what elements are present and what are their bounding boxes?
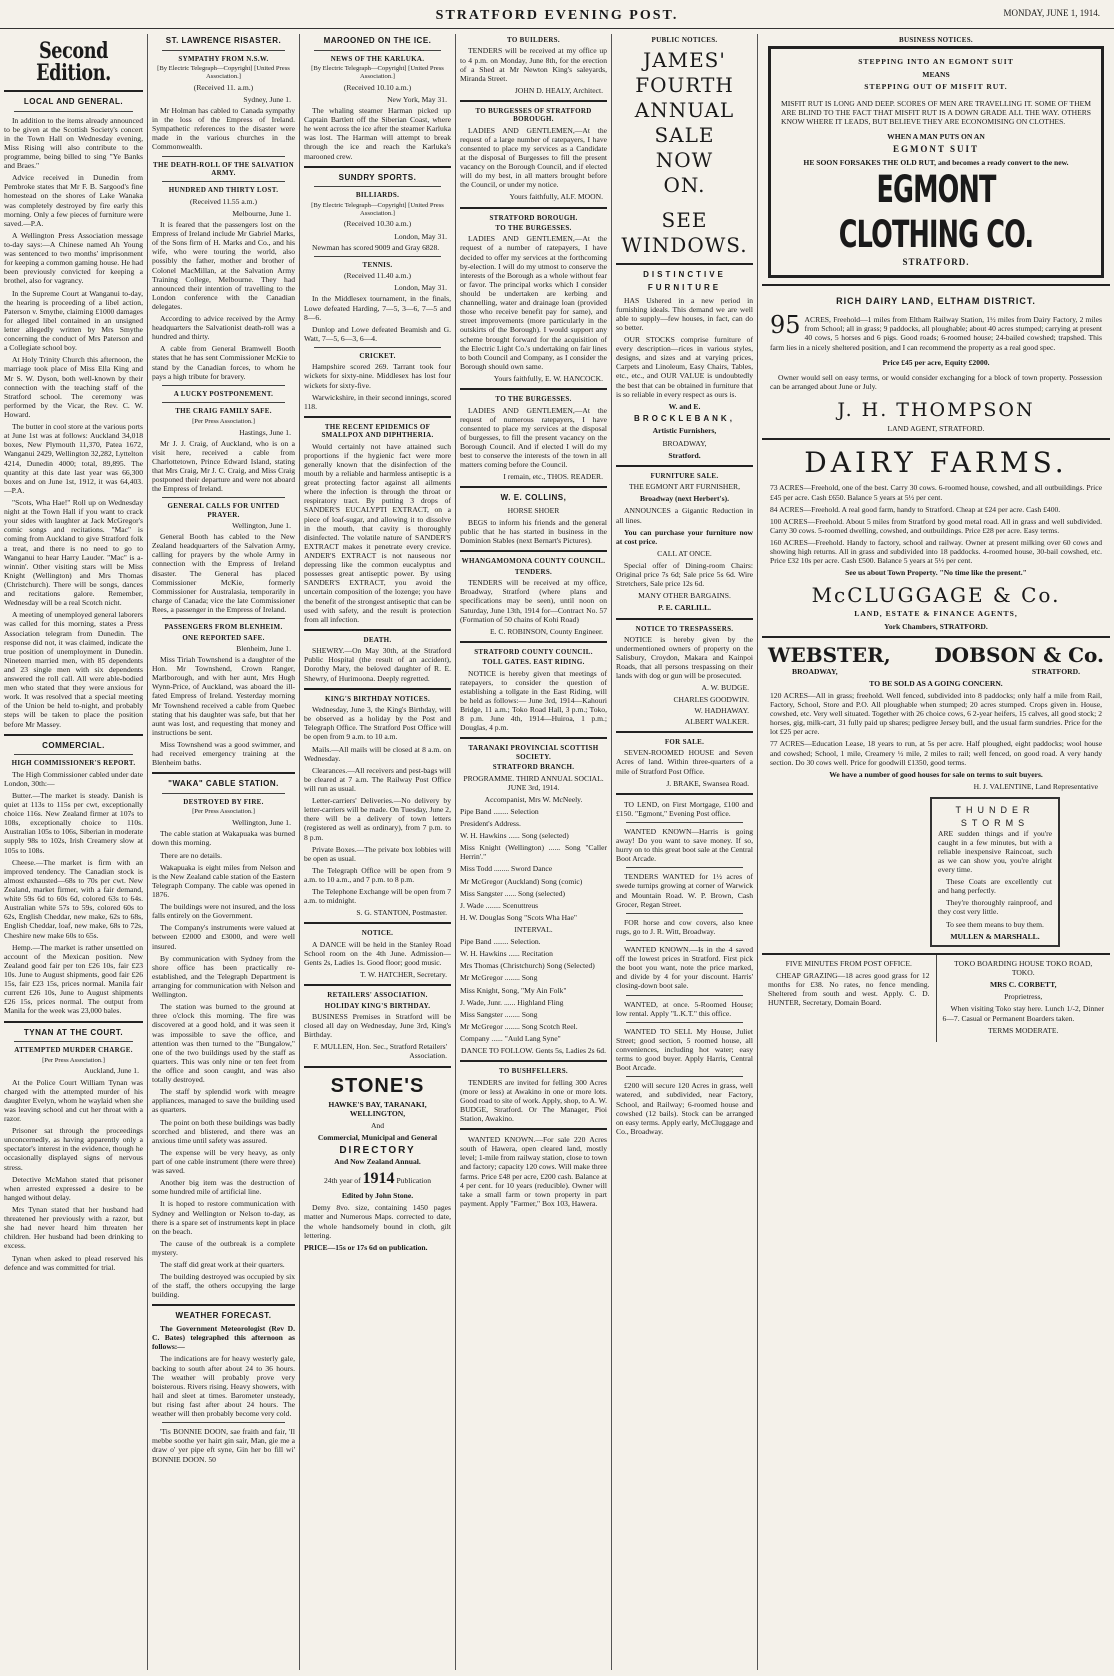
egmont-forsakes: HE SOON FORSAKES THE OLD RUT, and becomes a ready convert to the new. (803, 157, 1069, 167)
grazing-para: CHEAP GRAZING—18 acres good grass for 12 months for £38. No rates, no fence mending. Sheltered from south and west. Apply. C. D. HUNTER, Secretary, Domain Board. (768, 971, 930, 1008)
waka-para: There are no details. (160, 850, 222, 860)
county-subheading: TOLL GATES. EAST RIDING. (482, 658, 585, 667)
thunder-storms-ad (930, 797, 1060, 947)
scottish-branch: STRATFORD BRANCH. (492, 763, 575, 772)
sympathy-dateline: Sydney, June 1. (243, 94, 291, 104)
borough-heading: STRATFORD BOROUGH. (489, 213, 578, 222)
programme-item: Mr McGregor (Auckland) Song (comic) (460, 876, 583, 886)
farm-listing: 160 ACRES—Freehold. Handy to factory, school and railway. Owner at present milking over 60 cows and showing high returns. All in grass and subdivided into 18 paddocks. 4-roomed house, 30-bail cowshed, etc. Price £32 10s per acre. Cash £500. Balance 5 years at 5½ per cent. (770, 538, 1102, 566)
brocklebank-name: BROCKLEBANK, (634, 413, 735, 423)
trespasser-name: W. HADHAWAY. (694, 705, 749, 715)
weather-para: The indications are for heavy westerly gale, backing to south after about 24 to 36 hours. The weather will probably prove very boisterous. Rivers rising. Heavy showers, with hail and sleet at times. Barometer unsteady, but rising fast after about 24 hours. The weather will then probably become very cold. (152, 1354, 295, 1419)
webster-sub-row (762, 667, 1110, 676)
tennis-para: Dunlop and Lowe defeated Beamish and G. Watt, 7—5, 6—3, 6—4. (304, 324, 451, 343)
karluka-received: (Received 10.10 a.m.) (343, 82, 412, 92)
local-para: "Scots, Wha Hae!" Roll up on Wednesday night at the Town Hall if you want to crack your sides with laughter at Jack McGregor's comic songs and recitations. "Mac" is coming from Auckland to give Stratford folk a treat, and there is no need to go to Wanganui to hear Harry Lauder. "Mac" is a-winnin'. Other visiting stars will be Miss Knight (Wellington) and Mrs Thomas (Christchurch). There will be songs, dances and recitations galore. Remember, Wednesday will be a real Scotch nicht. (4, 497, 143, 608)
collins-para: BEGS to inform his friends and the general public that he has started in business in the Dominion Stables (next Bernart's Pictures). (460, 518, 607, 546)
notice-signature: T. W. HATCHER, Secretary. (360, 970, 447, 980)
tynan-para: Detective McMahon stated that prisoner when arrested expressed a desire to be hanged without delay. (4, 1174, 143, 1202)
hc-para: Hemp.—The market is rather unsettled on account of the Mexican position. New Zealand good fair per ton £26 10s, fair £23 10s. June to August shipments, good fair £26 15s, fair £23 15s, prices normal. Manila fair current £26 10s, June to August shipments £26 15s, prices normal. The output from Manila for the week was 23,000 bales. (4, 942, 143, 1016)
wanted-known-para: WANTED KNOWN.—For sale 220 Acres south of Hawera, open cleared land, mostly level; 1-mile from railway station, close to town and factory; capacity 120 cows. Will make three farms. Price £48 per acre, £200 cash. Balance at 4 per cent. for 10 years (reducible). Owner will take a small farm or town property in part payment. Apply "Farmer," Box 103, Hawera. (460, 1135, 607, 1208)
toko-notice (937, 955, 1111, 1042)
bushfellers-para: TENDERS are invited for felling 300 Acres (more or less) at Awakino in one or more lots. Good road to site of work. Apply, shop, to A. W. BUDGE, Stratford. Or The Manager, Pioi Station, Awakino. (460, 1077, 607, 1124)
programme-item: President's Address. (460, 819, 521, 829)
karluka-source: [By Electric Telegraph—Copyright] [United Press Association.] (311, 64, 444, 80)
stones-desc: Demy 8vo. size, containing 1450 pages matter and Numerous Maps. corrected to date, the whole handsomely bound in cloth, gilt lettering. (304, 1203, 451, 1240)
collins-subheading: HORSE SHOER (507, 505, 560, 515)
retailers-heading: RETAILERS' ASSOCIATION. (327, 991, 428, 1000)
programme-item: Mr McGregor ........ Song (460, 973, 538, 983)
reader-heading: TO THE BURGESSES. (495, 395, 572, 404)
scottish-accompanist: Accompanist, Mrs W. McNeely. (484, 794, 583, 804)
retailers-para: BUSINESS Premises in Stratford will be closed all day on Wednesday, June 3rd, King's Birthday. (304, 1011, 451, 1040)
kb-para: Letter-carriers' Deliveries.—No delivery by letter-carriers will be made. On Tuesday, June 2, there will be a delivery of town letters (registered as well as ordinary), from 7 p.m. to 8 p.m. (304, 796, 451, 842)
blenheim-para: Miss Townshend was a good swimmer, and had received emergency training at the Blenheim baths. (152, 740, 295, 768)
programme-item: Pipe Band ........ Selection (460, 806, 539, 816)
egmont-para: MISFIT RUT IS LONG AND DEEP. SCORES OF MEN ARE TRAVELLING IT. SOME OF THEM ARE BLIND TO THE FACT THAT MISFIT RUT IS A DOWN GRADE ALL THE WAY. OTHERS KNOW WHERE IT LEADS, BUT BELIEVE THEY ARE ECONOMISING ON CLOTHES. (781, 98, 1091, 126)
column-5 (612, 34, 758, 1670)
egmont-line: STEPPING OUT OF MISFIT RUT. (864, 81, 1008, 91)
billiards-para: Newman has scored 9009 and Gray 6828. (312, 242, 440, 252)
going-concern: TO BE SOLD AS A GOING CONCERN. (869, 678, 1003, 688)
waka-para: The station was burned to the ground at three o'clock this morning. The fire was discovered at a good hold, and it was seen it was impossible to save the office, and attention was then turned to the "Bungalow," one of the two buildings used by the staff as quarters. This was only nine or ten feet from the office and soon caught, and was also totally destroyed. (152, 1002, 295, 1085)
toko-proprietress: Proprietress, (1004, 992, 1043, 1002)
egmont-ad (768, 46, 1104, 278)
stones-nz: And Now Zealand Annual. (334, 1156, 421, 1166)
whanga-subheading: TENDERS. (514, 567, 553, 576)
waka-para: The buildings were not insured, and the loss falls entirely on the Government. (152, 902, 295, 921)
james-line: ON. (663, 173, 706, 198)
five-minutes-heading: FIVE MINUTES FROM POST OFFICE. (785, 958, 912, 968)
karluka-dateline: New York, May 31. (387, 94, 447, 104)
thunder-signature: MULLEN & MARSHALL. (950, 931, 1040, 941)
calls-dateline: Wellington, June 1. (232, 521, 291, 531)
james-line: NOW (655, 148, 714, 173)
local-para: Advice received in Dunedin from Pembroke states that Mr F. B. Sargood's fine homestead on the shores of Lake Wanaka was completely destroyed by fire early this morning. Only a few pieces of furniture were saved.—P.A. (4, 173, 143, 228)
james-line: SALE (654, 123, 715, 148)
hc-para: The High Commissioner cabled under date London, 30th:— (4, 769, 143, 788)
waka-para: It is hoped to restore communication with Sydney and Wellington or Nelson to-day, as there is a spare set of instruments kept in place on the beach. (152, 1199, 295, 1236)
whanga-heading: WHANGAMOMONA COUNTY COUNCIL. (461, 557, 606, 566)
stocks-para: OUR STOCKS comprise furniture of every description—rices in various styles, designs, and sizes and at varying prices, Carpets and Linoleum, Easy Chairs, Tables, etc., etc., and OUR VALUE is undoubtedly the best that can be obtained in furniture that is so reliable in every respect as ours is. (616, 335, 753, 399)
cricket-heading: CRICKET. (359, 351, 396, 360)
programme-item: INTERVAL. (514, 925, 553, 934)
kb-para: The Telephone Exchange will be open from 7 a.m. to midnight. (304, 887, 451, 906)
cricket-para: Hampshire scored 269. Tarrant took four wickets for sixty-nine. Middlesex has lost four wickets for sixty-five. (304, 362, 451, 390)
furniture-sale-heading: FURNITURE SALE. (650, 471, 719, 480)
webster-listing: 77 ACRES—Education Lease, 18 years to run, at 5s per acre. Half ploughed, eight paddocks; wool house and cowshed; School, 1 mile, Creamery ½ mile, 2 miles to rail; well fenced, on good road. A very handy section. Do 30 cows well. Price for goodwill £1350, good terms. (770, 739, 1102, 767)
masthead-title: STRATFORD EVENING POST. (435, 8, 679, 23)
burgesses-heading: TO BURGESSES OF STRATFORD BOROUGH. (475, 106, 592, 124)
wanted-known-harris: WANTED KNOWN—Harris is going away! Do you want to save money. If so, hurry on to this great boot sale at the Central Boot Arcade. (616, 826, 753, 864)
waka-para: Wakapuaka is eight miles from Nelson and is the New Zealand cable station of the Eastern Telegraph Company. The cable was opened in 1876. (152, 862, 295, 899)
local-para: A Wellington Press Association message to-day says:—A Chinese named Ah Young was sentenced to two months' imprisonment for keeping a common gaming house. He had been previously convicted for keeping a brothel, also for vagrancy. (4, 230, 143, 286)
commercial-heading: COMMERCIAL. (42, 740, 105, 750)
wanted-to-sell: WANTED TO SELL My House, Juliet Street; good section, 5 roomed house, all conveniences, including hot water; easy terms to good buyer. Apply Harris, Central Boot Arcade. (616, 1026, 753, 1073)
stones-commercial: Commercial, Municipal and General (317, 1132, 438, 1142)
programme-item: Mrs Thomas (Christchurch) Song (Selected) (460, 961, 595, 971)
farm-listing: 100 ACRES—Freehold. About 5 miles from Stratford by good metal road. All in grass and well subdivided. Carry 30 cows. 5-roomed dwelling, cowshed, and outbuildings. Price £28 per acre. Easy terms. (770, 516, 1102, 535)
programme-item: Miss Todd ........ Sword Dance (460, 864, 553, 874)
waka-heading: "WAKA" CABLE STATION. (168, 779, 279, 789)
storms-heading: STORMS (960, 817, 1030, 828)
stones-title: STONE'S (330, 1074, 425, 1097)
waka-para: The cause of the outbreak is a complete mystery. (152, 1238, 295, 1257)
salvation-dateline: Melbourne, June 1. (232, 208, 291, 218)
brocklebank-address: BROADWAY, (662, 438, 707, 448)
collins-heading: W. E. COLLINS, (500, 493, 567, 503)
death-heading: DEATH. (363, 635, 392, 644)
programme-item: Mr McGregor ........ Song Scotch Reel. (460, 1021, 578, 1031)
rich-dairy-price: Price £45 per acre, Equity £2000. (882, 357, 990, 367)
wanted-known-boots: WANTED KNOWN.—Is in the 4 saved off the lowest prices in Stratford. First pick the boot you want, note the price marked, and divide by 4 for your discount. Harris' closing-down boot sale. (616, 945, 753, 991)
toko-name: MRS C. CORBETT, (989, 980, 1057, 990)
stones-directory: DIRECTORY (339, 1144, 416, 1156)
waka-para: The point on both these buildings was badly scorched and blistered, and there was an anxious time until safety was assured. (152, 1117, 295, 1145)
tynan-para: Prisoner sat through the proceedings unconcernedly, as having apparently only a spectator's interest in the evidence, though he occasionally displayed signs of nervous stress. (4, 1126, 143, 1172)
craig-heading: THE CRAIG FAMILY SAFE. (175, 407, 272, 416)
mccluggage-address: York Chambers, STRATFORD. (884, 621, 988, 631)
salvation-received: (Received 11.55 a.m.) (190, 196, 257, 206)
see-line: WINDOWS. (621, 233, 748, 258)
toko-para: When visiting Toko stay here. Lunch 1/-2, Dinner 6—7. Casual or Permanent Boarders taken. (942, 1004, 1104, 1023)
programme-item: H. W. Douglas Song "Scots Wha Hae" (460, 912, 578, 922)
webster-sub-right: STRATFORD. (1031, 666, 1080, 676)
local-para: A meeting of unemployed general laborers was called for this morning, states a Press Association telegram from Dunedin. The response did not, it was claimed, indicate the true position of unemployment in Dunedin. Nineteen married men, with 85 dependents and 23 single men with six dependents answered the roll call. All were able-bodied men who stated that they were anxious for work. It was resolved that a special meeting of the Union be held to-night, and probably steps will be taken to place the position before Mr Massey. (4, 610, 143, 729)
whanga-signature: E. C. ROBINSON, County Engineer. (489, 626, 603, 636)
billiards-dateline: London, May 31. (394, 231, 447, 241)
webster-name: WEBSTER, (768, 642, 891, 667)
kb-para: Private Boxes.—The private box lobbies will be open as usual. (304, 844, 451, 863)
ushered-para: HAS Ushered in a new period in furnishing ideals. This demand we are well able to supply—few houses, in fact, can do so better. (616, 295, 753, 332)
stones-and: And (370, 1120, 385, 1130)
epidemics-heading: THE RECENT EPIDEMICS OF SMALLPOX AND DIPHTHERIA. (321, 422, 434, 440)
kb-para: The Telegraph Office will be open from 9 a.m. to 10 a.m., and 7 p.m. to 8 p.m. (304, 865, 451, 884)
column-2 (148, 34, 300, 1670)
craig-para: Mr J. J. Craig, of Auckland, who is on a visit here, received a cable from Charlottetown, Prince Edward Island, stating that Mrs Craig, Mr J. C. Craig, and Miss Craig postponed their departure and were not aboard the Empress of Ireland. (152, 438, 295, 494)
call-at-once: CALL AT ONCE. (657, 548, 712, 558)
kb-para: Wednesday, June 3, the King's Birthday, will be observed as a holiday by the Post and Telegraph Office. The Stratford Post Office will be open from 9 a.m. to 10 a.m. (304, 705, 451, 742)
stones-address: HAWKE'S BAY, TARANAKI, WELLINGTON, (328, 1099, 427, 1118)
borough-para: LADIES AND GENTLEMEN,—At the request of a number of ratepayers, I have decided to offer my services at the forthcoming by-election. I will do my utmost to conserve the interests of the Borough as a whole without fear or favor. The principal works which I consider should be undertaken are kerbing and channelling, water and drainage loan (provided those who receive benefit pay for same), and street improvements (more particularly in the outskirts of the Borough). I would support any scheme brought forward for the acquisition of the Electric Light Co.'s undertaking on fair lines to both Council and Company, as I consider the Borough should own same. (460, 234, 607, 371)
programme-item: J. Wade, Junr. ...... Highland Fling (460, 997, 564, 1007)
sympathy-received: (Received 11. a.m.) (193, 82, 254, 92)
tennis-received: (Received 11.40 a.m.) (344, 271, 411, 281)
rich-dairy-heading: RICH DAIRY LAND, ELTHAM DISTRICT. (836, 296, 1036, 307)
trespassers-heading: NOTICE TO TRESPASSERS. (635, 624, 734, 633)
reader-para: LADIES AND GENTLEMEN,—At the request of numerous ratepayers, I have consented to place my services at the disposal of burgesses, to fill the present vacancy on the Borough Council. And if elected I will do my best to conserve the interests of the town in all matters coming before the Council. (460, 405, 607, 470)
kb-para: Mails.—All mails will be closed at 8 a.m. on Wednesday. (304, 744, 451, 763)
local-para: At Holy Trinity Church this afternoon, the marriage took place of Miss Ella King and Mr S. W. Dyson, both well-known by their connection with the teaching staff of the Stratford school. The ceremony was performed by the Vicar, the Rev. C. W. Howard. (4, 355, 143, 419)
waka-para: The cable station at Wakapuaka was burned down this morning. (152, 829, 295, 848)
column-4 (456, 34, 612, 1670)
egmont-art-name: THE EGMONT ART FURNISHER, (628, 482, 741, 492)
programme-item: Pipe Band ........ Selection. (460, 937, 541, 947)
trespasser-name: ALBERT WALKER. (684, 716, 749, 726)
stones-price: PRICE—15s or 17s 6d on publication. (304, 1242, 428, 1252)
marooned-heading: MAROONED ON THE ICE. (323, 36, 432, 45)
rich-acres-number: 95 (770, 311, 801, 340)
sympathy-heading: SYMPATHY FROM N.S.W. (178, 54, 269, 63)
waka-para: By communication with Sydney from the shore office has been practically re-established, and the Telegraph Department is arranging for communication with Nelson and Wellington. (152, 953, 295, 1000)
tynan-source: [Per Press Association.] (42, 1056, 105, 1064)
notice-heading: NOTICE. (361, 929, 394, 938)
borough-subheading: TO THE BURGESSES. (495, 223, 572, 232)
james-line: JAMES' (643, 48, 726, 73)
scottish-programme: PROGRAMME. THIRD ANNUAL SOCIAL. JUNE 3rd, 1914. (463, 773, 604, 792)
trespasser-name: A. W. BUDGE. (701, 683, 749, 693)
programme-item: Miss Knight, Song, "My Ain Folk" (460, 985, 567, 995)
salvation-para: According to advice received by the Army headquarters the Salvationist death-roll was a hundred and thirty. (152, 314, 295, 342)
blenheim-heading: PASSENGERS FROM BLENHEIM. (164, 623, 283, 632)
brocklebank-sub: Artistic Furnishers, (652, 426, 717, 436)
programme-item: Miss Sangster ...... Song (selected) (460, 888, 566, 898)
wanted-house: WANTED, at once. 5-Roomed House; low rental. Apply "L.K.T." this office. (616, 999, 753, 1018)
james-line: FOURTH (635, 73, 734, 98)
tynan-heading: TYNAN AT THE COURT. (23, 1027, 124, 1037)
brocklebank-initials: W. and E. (668, 401, 701, 411)
programme-item: W. H. Hawkins ...... Song (selected) (460, 831, 569, 841)
burgesses-signature: Yours faithfully, ALF. MOON. (509, 192, 603, 202)
tynan-subheading: ATTEMPTED MURDER CHARGE. (14, 1046, 133, 1055)
craig-dateline: Hastings, June 1. (239, 427, 291, 437)
billiards-heading: BILLIARDS. (355, 191, 400, 200)
tynan-para: Mrs Tynan stated that her husband had threatened her previously with a razor, but she had never heard him threaten her children. Her husband had been drinking to excess. (4, 1204, 143, 1251)
lucky-heading: A LUCKY POSTPONEMENT. (173, 389, 274, 398)
waka-subheading: DESTROYED BY FIRE. (183, 797, 264, 806)
tennis-heading: TENNIS. (362, 260, 393, 269)
horse-covers: FOR horse and cow covers, also knee rugs, go to J. R. Witt, Broadway. (616, 917, 753, 936)
tynan-para: At the Police Court William Tynan was charged with the attempted murder of his daughter Evelyn, whom he waylaid when she was leaving school and cut her throat with a razor. (4, 1077, 143, 1123)
notice-para: A DANCE will be held in the Stanley Road School room on the 4th June. Admission—Gents 2s, Ladies 1s. Good floor; good music. (304, 939, 451, 967)
kb-para: Clearances.—All receivers and pest-bags will be cleared at 7 a.m. The Railway Post Office will run as usual. (304, 765, 451, 793)
farm-listing: 84 ACRES—Freehold. A real good farm, handy to Stratford. Cheap at £24 per acre. Cash £400. (770, 504, 1061, 514)
local-para: The butter in cool store at the various ports at June 1st was at follows: Auckland 34,018 boxes, New Plymouth 11,370, Patea 1672, Wanganui 2429, Wellington 32,282, Lyttelton 4214, Dunedin 4000; total, 89,895. The quantity at this date last year was 66,300 boxes and on June 1st, 1912, it was 64,403.—P.A. (4, 422, 143, 495)
lend-para: TO LEND, on First Mortgage, £100 and £150. "Egmont," Evening Post office. (616, 799, 753, 818)
local-heading: LOCAL AND GENERAL. (23, 97, 124, 106)
webster-more: We have a number of good houses for sale on terms to suit buyers. (829, 769, 1043, 779)
programme-item: Miss Knight (Wellington) ...... Song "Caller Herrin'." (460, 843, 607, 862)
distinctive-heading: DISTINCTIVE (643, 270, 726, 280)
local-para: In the Supreme Court at Wanganui to-day, the hearing is proceeding of a libel action, Paterson v. Smythe, claiming £1000 damages for alleged libel contained in an unsigned letter allegedly written by Mrs Smythe concerning the conduct of Mrs Paterson and a Collegiate school boy. (4, 288, 143, 353)
thunder-heading: THUNDER (955, 804, 1035, 815)
tynan-dateline: Auckland, June 1. (84, 1066, 139, 1076)
programme-item: Miss Sangster ........ Song (460, 1009, 538, 1019)
scottish-dance: DANCE TO FOLLOW. Gents 5s, Ladies 2s 6d. (461, 1046, 606, 1056)
column-1 (0, 34, 148, 1670)
cricket-para: Warwickshire, in their second innings, scored 118. (304, 392, 451, 411)
egmont-line: MEANS (922, 69, 950, 79)
billiards-received: (Received 10.30 a.m.) (343, 219, 412, 229)
rich-dairy-owner: Owner would sell on easy terms, or would consider exchanging for a block of town property. Possession can be arranged about June or July. (770, 372, 1102, 391)
toko-terms: TERMS MODERATE. (988, 1025, 1059, 1035)
furniture-sale-para: Special offer of Dining-room Chairs: Original price 7s 6d; Sale price 5s 6d. Wire Stretchers, Sale price 12s 6d. (616, 560, 753, 589)
for-sale-heading: FOR SALE. (664, 737, 705, 746)
retailers-signature: F. MULLEN, Hon. Sec., Stratford Retailers' Association. (313, 1042, 447, 1061)
james-sale-ad (616, 48, 753, 258)
egmont-when: WHEN A MAN PUTS ON AN (887, 132, 985, 142)
tennis-dateline: London, May 31. (394, 283, 447, 293)
egmont-art-address: Broadway (next Herbert's). (639, 494, 730, 504)
epidemics-para: Would certainly not have attained such proportions if the hygienic fact were more generally known that the disinfection of the mouth by a reliable and harmless antiseptic is a great protecting factor against all ailments where the infection is through the throat or respiratory tract. By putting 3 drops of SANDER'S EUCALYPTI EXTRACT, on a piece of loaf-sugar, and allowing it to dissolve in the mouth, that cavity is thoroughly disinfected. The volatile nature of SANDER'S EXTRACT makes it penetrate every crevice. ANDER'S EXTRACT is not nauseous nor depressing like the common eucalyptus and possesses great antiseptic power. By using SANDER'S EXTRACT, you avoid the uncertain composition of the lozenge; you have the benefit of the strongest antiseptic that can be used with safety, and the result is protection from all infection. (304, 441, 451, 624)
blenheim-subheading: ONE REPORTED SAFE. (182, 633, 265, 642)
thunder-para: To see them means to buy them. (946, 919, 1044, 929)
egmont-suit: EGMONT SUIT (892, 144, 980, 155)
webster-listing: 120 ACRES—All in grass; freehold. Well fenced, subdivided into 8 paddocks; only half a mile from Rail, Factory, School, Store and P.O. All ploughable when stumped; 20 acres stumped. Crops given in. House, cowshed, etc. Very well situated. Together with 26 choice cows, 6 2-year heifers, 15 calves, all good stock; 2 horses, gig, milk-cart, 31 fully paid up shares; pedigree Jersey bull, and the usual farm sundries. Price for the lot £25 per acre. (770, 690, 1102, 737)
bottom-split (762, 953, 1110, 1042)
tennis-para: In the Middlesex tournament, in the finals, Lowe defeated Harding, 7—5, 3—6, 7—5 and 8—6. (304, 294, 451, 322)
waka-para: The building destroyed was occupied by six of the staff, the others occupying the large building. (152, 1272, 295, 1300)
james-line: ANNUAL (634, 98, 735, 123)
thompson-sub: LAND AGENT, STRATFORD. (887, 423, 985, 433)
hc-para: Butter.—The market is steady. Danish is quiet at 113s to 115s per cwt, exceptionally choice 116s. New Zealand firmer at 107s to 108s, exceptionally choice to 110s. Australian 105s to 106s, Siberian in moderate supply 98s to 102s, Irish Creamery slow at 105s to 108s. (4, 790, 143, 855)
weather-heading: WEATHER FORECAST. (175, 1311, 272, 1321)
reader-signature: I remain, etc., THOS. READER. (503, 472, 603, 482)
egmont-town: STRATFORD. (902, 257, 970, 268)
salvation-para: It is feared that the passengers lost on the Empress of Ireland include Mr Gabriel Marks, of the Sons firm of H. Marks and Co., and his wife, who were touring the world, also possibly the father, mother and brother of Colonel MacMillan, at the Salvation Army Training College, Melbourne. They had announced their intention of travelling to the London conference with the Canadian delegates. (152, 219, 295, 311)
stones-year-post: Publication (396, 1176, 432, 1186)
death-para: SHEWRY.—On May 30th, at the Stratford Public Hospital (the result of an accident), Dorothy Mary, the beloved daughter of R. E. Shewry, of Hurimoona. Deeply regretted. (304, 646, 451, 683)
salvation-subheading: HUNDRED AND THIRTY LOST. (168, 186, 279, 195)
webster-signature: H. J. VALENTINE, Land Representative (973, 781, 1098, 791)
builders-signature: JOHN D. HEALY, Architect. (514, 85, 603, 95)
stones-editor: Edited by John Stone. (341, 1191, 414, 1201)
mccluggage-name: McCLUGGAGE & Co. (811, 583, 1061, 608)
builders-heading: TO BUILDERS. (507, 36, 560, 44)
stones-year: 1914 (362, 1170, 395, 1188)
sympathy-source: [By Electric Telegraph—Copyright] [United Press Association.] (157, 64, 290, 80)
sympathy-para: Mr Holman has cabled to Canada sympathy in the loss of the Empress of Ireland. Sympathetic references to the disaster were made in the various churches in the Commonwealth. (152, 106, 295, 152)
edition-title: Second Edition. (36, 38, 111, 86)
thunder-para: They're thoroughly rainproof, and they cost very little. (938, 898, 1052, 917)
karluka-para: The whaling steamer Harman picked up Captain Bartlett off the Siberian Coast, where he went across the ice after the steamer Karluka was lost. The Harman will attempt to break through the ice and reach the Karluka's marooned crew. (304, 106, 451, 161)
salvation-heading: THE DEATH-ROLL OF THE SALVATION ARMY. (153, 160, 294, 177)
tenders-turnips: TENDERS WANTED for 1½ acres of swede turnips growing at corner of Warwick and Mountain Road. W. P. Brown, Cash Grocer, Regan Street. (616, 872, 753, 909)
furniture-sale-para: You can purchase your furniture now at cost price. (616, 527, 753, 546)
town-property-note: See us about Town Property. "No time like the present." (845, 568, 1027, 578)
public-notices-heading: PUBLIC NOTICES. (651, 36, 718, 44)
waka-para: The expense will be very heavy, as only part of one cable instrument (there were three) was saved. (152, 1147, 295, 1176)
burgesses-para: LADIES AND GENTLEMEN,—At the request of a large number of ratepayers, I have consented to place my services as a Candidate at the disposal of Burgesses to fill the present vacancy on the Borough Council, and if elected will do my best, in all matters brought before the Council, or under my notice. (460, 125, 607, 190)
hc-para: Cheese.—The market is firm with an improved tendency. The Canadian stock is almost exhausted—68s to 70s per cwt. New Zealand, market firmer, with a fair demand, white 59s 6d to 60s 6d, colored 63s to 64s. Australian white 57s to 59s, colored 60s to 62s, English Cheddar, new make, 62s to 68s, English Cheddar, loaf, new make, 68s to 72s, Cheshire new make 60s to 65s. (4, 857, 143, 940)
carlill-name: P. E. CARLILL. (657, 603, 712, 613)
programme-item: W. H. Hawkins ...... Recitation (460, 949, 553, 959)
blenheim-para: Miss Tiriah Townshend is a daughter of the Hon. Mr Townshend, Crown Ranger, Marlborough, and with her aunt, Mrs Hugh Wynn-Price, of Auckland, was aboard the ill-fated Empress of Ireland. Yesterday morning Mr Townshend received a cable from Quebec stating that his daughter was safe, but that her aunt was lost, and requesting that money and instructions be sent. (152, 655, 295, 737)
waka-para: The staff did great work at their quarters. (160, 1260, 285, 1270)
toko-heading: TOKO BOARDING HOUSE TOKO ROAD, TOKO. (954, 958, 1093, 978)
column-3 (300, 34, 456, 1670)
egmont-clothing-name: EGMONT CLOTHING CO. (838, 168, 1034, 257)
salvation-para: A cable from General Bramwell Booth states that he has sent Commissioner McKie to stand by the Canadian forces, to whom he pays a high tribute for bravery. (152, 344, 295, 381)
waka-para: Another big item was the destruction of some hundred mile of artificial line. (152, 1178, 295, 1197)
business-notices-heading: BUSINESS NOTICES. (899, 36, 973, 44)
scottish-heading: TARANAKI PROVINCIAL SCOTTISH SOCIETY. (468, 744, 599, 761)
trespassers-para: NOTICE is hereby given by the undermentioned owners of property on the Salisbury, Croydon, Makara and Kainpoi Roads, that all persons trespassing on their lands with dog or gun will be prosecuted. (616, 634, 753, 681)
stones-year-pre: 24th year of (323, 1176, 361, 1186)
borough-signature: Yours faithfully, E. W. HANCOCK. (493, 374, 603, 384)
whanga-para: TENDERS will be received at my office, Broadway, Stratford (where plans and specifications may be seen), until noon on Saturday, June 13th, 1914 for—Contract No. 57 (Formation of 50 chains of Kohi Road) (460, 578, 607, 624)
county-heading: STRATFORD COUNTY COUNCIL. (474, 647, 593, 656)
see-line: SEE (661, 208, 708, 233)
bushfellers-heading: TO BUSHFELLERS. (499, 1067, 568, 1076)
mccluggage-sub: LAND, ESTATE & FINANCE AGENTS, (854, 609, 1018, 619)
for-sale-para: SEVEN-ROOMED HOUSE and Seven Acres of land. Within three-quarters of a mile of Stratford Post Office. (616, 748, 753, 776)
egmont-line: STEPPING INTO AN EGMONT SUIT (858, 57, 1014, 67)
bonnie-doon-ad: 'Tis BONNIE DOON, sae fraith and fair, 'Il mebbe soothe yer hairt gin sair, Man, gie me a draw o' yer pipe eft syne, Gin her bo fill wi' BONNIE DOON. 50 (152, 1427, 295, 1464)
retailers-subheading: HOLIDAY KING'S BIRTHDAY. (324, 1001, 431, 1010)
farm-listing: 73 ACRES—Freehold, one of the best. Carry 30 cows. 6-roomed house, cowshed, and all outbuildings. Price £45 per acre. Cash £650. Balance 5 years at 5½ per cent. (770, 483, 1102, 502)
thunder-para: ARE sudden things and if you're caught in a few minutes, but with a reliable inexpensive Raincoat, such as we can show you, you're alright every time. (938, 828, 1052, 874)
kb-signature: S. G. STANTON, Postmaster. (356, 908, 447, 918)
trespasser-name: CHARLES GOODWIN. (673, 694, 749, 704)
local-para: In addition to the items already announced to be given at the Scottish Society's concert in the Town Hall on Wednesday evening, Miss Rising will also contribute to the programme, being billed to sing "Ye Banks and Braes." (4, 115, 143, 171)
furniture-heading: FURNITURE (647, 282, 722, 292)
many-bargains: MANY OTHER BARGAINS. (638, 591, 731, 601)
programme-item: J. Wade ........ Scenuttreus (460, 900, 539, 910)
karluka-heading: NEWS OF THE KARLUKA. (330, 54, 425, 63)
calls-heading: GENERAL CALLS FOR UNITED PRAYER. (167, 502, 280, 519)
webster-dobson-header (762, 643, 1110, 667)
for-sale-signature: J. BRAKE, Swansea Road. (666, 778, 749, 788)
waka-para: The Company's instruments were valued at between £2000 and £3000, and were well insured. (152, 923, 295, 951)
waka-dateline: Wellington, June 1. (232, 818, 291, 828)
thompson-name: J. H. THOMPSON (837, 398, 1035, 421)
disaster-heading: ST. LAWRENCE RISASTER. (165, 36, 282, 45)
blenheim-dateline: Blenheim, June 1. (236, 643, 291, 653)
billiards-source: [By Electric Telegraph—Copyright] [United Press Association.] (311, 201, 444, 217)
calls-para: General Booth has cabled to the New Zealand headquarters of the Salvation Army, calling for prayers by the whole Army in connection with the Empress of Ireland disaster. The General has placed Commissioner McKie, formerly Commissioner for Australasia, temporarily in charge of Canada; vice the late Commissioner Rees, a passenger in the Empress of Ireland. (152, 532, 295, 615)
webster-sub-left: BROADWAY, (792, 666, 838, 676)
sundry-heading: SUNDRY SPORTS. (338, 172, 417, 182)
rich-dairy-para: ACRES, Freehold—1 miles from Eltham Railway Station, 1½ miles from Dairy Factory, 2 miles from School; all in grass; 9 paddocks, all ploughable; about 40 acres stumped; carrying at present 40 cows, 5 horses and 6 pigs. Good roads; 6-roomed house; 24-bailed cowshed; trapshed. This farm lies in a nicely sheltered position, and I can recommend the property as a real good spec. (770, 315, 1102, 352)
stones-year-line (304, 1169, 451, 1188)
tynan-para: Tynan when asked to plead reserved his defence and was committed for trial. (4, 1253, 143, 1272)
craig-source: [Per Press Association.] (192, 417, 255, 425)
dobson-name: DOBSON & Co. (934, 642, 1104, 667)
hc-heading: HIGH COMMISSIONER'S REPORT. (11, 759, 136, 768)
kb-heading: KING'S BIRTHDAY NOTICES. (324, 694, 431, 703)
waka-para: The staff by splendid work with meagre appliances, managed to save the building used as quarters. (152, 1087, 295, 1115)
masthead (0, 6, 1114, 29)
county-para: NOTICE is hereby given that meetings of ratepayers, to consider the question of establishing a tollgate in the East Riding, will be held as follows:— June 3rd, 1914—Kahouri Bridge, 11 a.m.; Toko Road Hall, 3 p.m.; Toko, 8 p.m. June 4th, 1914—Huiroa, 1 p.m.; Douglas, 4 p.m. (460, 668, 607, 733)
weather-intro: The Government Meteorologist (Rev D. C. Bates) telegraphed this afternoon as follows:— (152, 1324, 295, 1352)
waka-source: [Per Press Association.] (192, 808, 255, 816)
dairy-farms-heading: DAIRY FARMS. (804, 445, 1068, 479)
thunder-para: These Coats are excellently cut and hang perfectly. (938, 877, 1052, 896)
pound-200-para: £200 will secure 120 Acres in grass, well watered, and subdivided, near Factory, School, and Railway; 6-roomed house and cowshed (12 bails). Stock can be arranged on easy terms. Apply early, McCluggage and Co., Broadway. (616, 1081, 753, 1136)
column-6 (758, 34, 1114, 1670)
grazing-notice (762, 955, 937, 1042)
builders-para: TENDERS will be received at my office up to 4 p.m. on Monday, June 8th, for the erection of a Shed at Mr Newton King's saleyards, Miranda Street. (460, 46, 607, 83)
furniture-sale-para: ANNOUNCES a Gigantic Reduction in all lines. (616, 506, 753, 525)
programme-item: Company ...... "Auld Lang Syne" (460, 1033, 561, 1043)
brocklebank-town: Stratford. (668, 450, 701, 460)
masthead-date: MONDAY, JUNE 1, 1914. (1003, 8, 1100, 18)
